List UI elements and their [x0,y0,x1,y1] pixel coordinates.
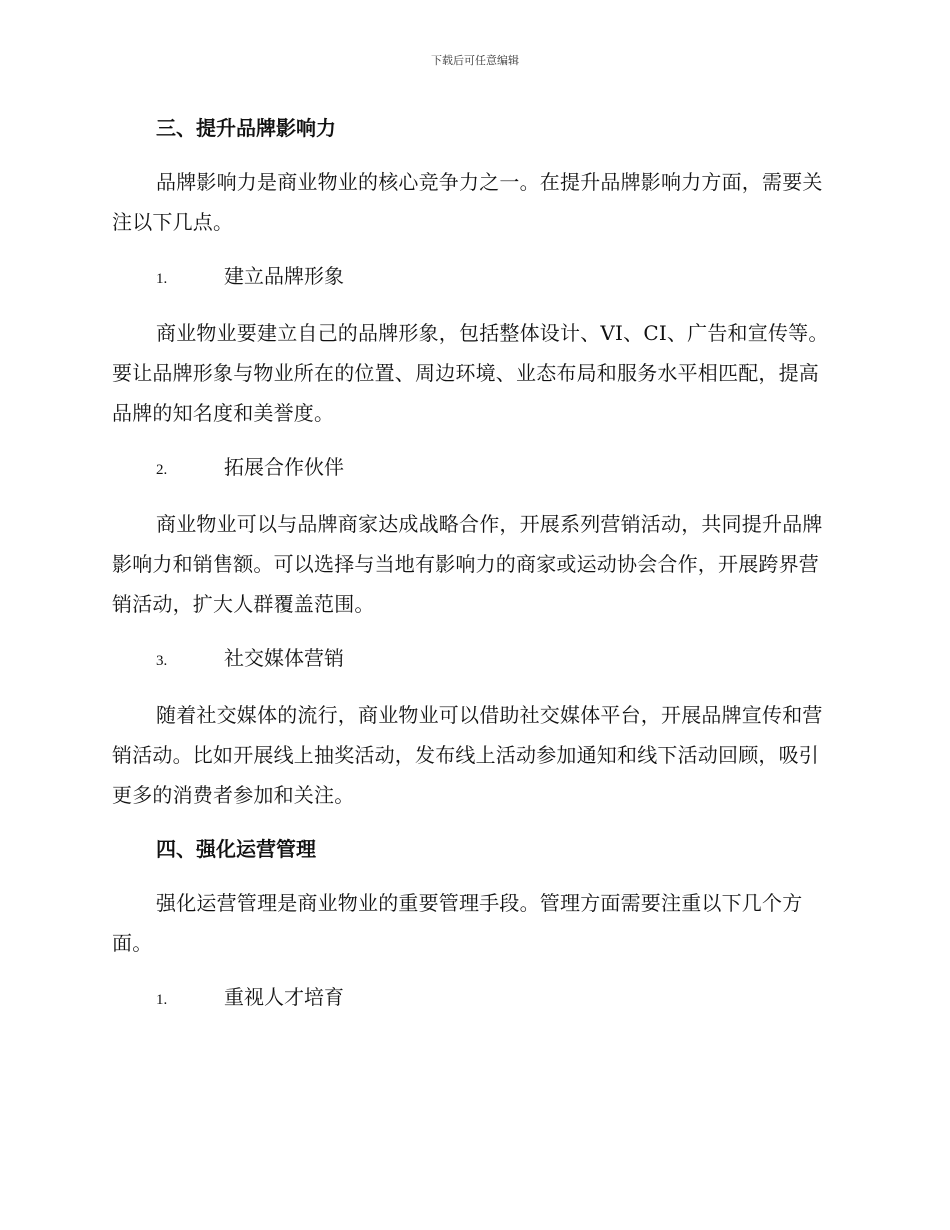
list-number: 1. [156,271,168,287]
list-title: 建立品牌形象 [224,264,344,288]
document-body [112,108,832,1034]
list-number: 1. [156,992,168,1008]
list-number: 2. [156,462,168,478]
list-body-3-1: 商业物业要建立自己的品牌形象，包括整体设计、VI、CI、广告和宣传等。要让品牌形象与物业所在的位置、周边环境、业态布局和服务水平相匹配，提高品牌的知名度和美誉度。 [112,321,829,425]
page-header: 下载后可任意编辑 [431,54,519,67]
list-body-3-2: 商业物业可以与品牌商家达成战略合作，开展系列营销活动，共同提升品牌影响力和销售额。可以选择与当地有影响力的商家或运动协会合作，开展跨界营销活动，扩大人群覆盖范围。 [112,512,823,616]
section-intro-3: 品牌影响力是商业物业的核心竞争力之一。在提升品牌影响力方面，需要关注以下几点。 [112,170,823,234]
list-item-3-1 [112,256,832,299]
section-intro-4: 强化运营管理是商业物业的重要管理手段。管理方面需要注重以下几个方面。 [112,891,803,955]
list-title: 重视人才培育 [224,985,344,1009]
list-title: 拓展合作伙伴 [224,455,344,479]
list-body-3-3: 随着社交媒体的流行，商业物业可以借助社交媒体平台，开展品牌宣传和营销活动。比如开展线上抽奖活动，发布线上活动参加通知和线下活动回顾，吸引更多的消费者参加和关注。 [112,703,823,807]
list-item-3-2 [112,447,832,490]
list-number: 3. [156,653,168,669]
section-heading-4: 四、强化运营管理 [156,837,316,861]
list-item-4-1 [112,977,832,1020]
list-title: 社交媒体营销 [224,646,344,670]
section-heading-3: 三、提升品牌影响力 [156,116,336,140]
list-item-3-3 [112,638,832,681]
